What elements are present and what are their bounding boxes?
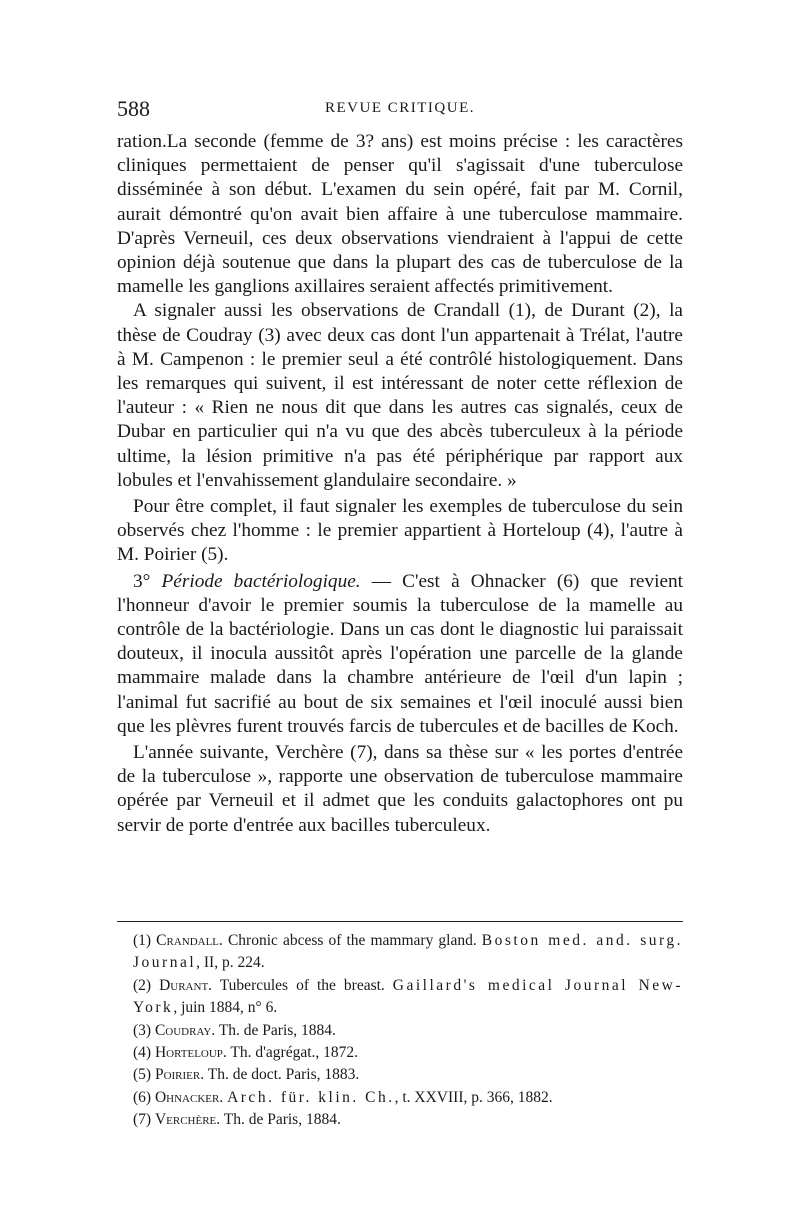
paragraph-3: Pour être complet, il faut signaler les exemples de tuberculose du sein observés chez l'homme : le premier appartient à Horteloup (4), l'autre à M. Poirier (5). — [117, 496, 683, 566]
footnote-number: (2) — [133, 976, 160, 994]
section-title: Période bactériologique. — [161, 570, 361, 592]
footnote-text: Th. de Paris, 1884. — [215, 1021, 336, 1039]
footnote-author: Poirier. — [154, 1066, 205, 1084]
footnote-number: (6) — [133, 1088, 155, 1106]
footnote-tail: , juin 1884, n° 6. — [173, 999, 278, 1017]
footnote-number: (7) — [133, 1111, 155, 1129]
footnote-tail: , t. XXVIII, p. 366, 1882. — [394, 1088, 553, 1106]
footnote-text: Chronic abcess of the mammary gland. — [222, 932, 482, 949]
footnote-number: (3) — [133, 1021, 155, 1039]
running-head: REVUE CRITIQUE. — [325, 100, 475, 116]
footnote-4 — [117, 1042, 683, 1064]
footnote-text: Th. de Paris, 1884. — [220, 1111, 341, 1129]
paragraph-4 — [117, 570, 683, 739]
footnote-author: Horteloup. — [154, 1044, 227, 1062]
footnote-author: Crandall. — [156, 932, 223, 949]
footnote-author: Coudray. — [154, 1021, 216, 1039]
footnote-author: Ohnacker. — [154, 1088, 224, 1106]
page-header — [117, 96, 683, 126]
footnote-text: Th. d'agrégat., 1872. — [226, 1044, 359, 1062]
footnote-divider — [117, 921, 683, 922]
paragraph-2: A signaler aussi les observations de Crandall (1), de Durant (2), la thèse de Coudray (3) avec deux cas dont l'un appartenait à Trélat, l'autre à M. Campenon : le premier seul a été contrôlé histologiquement. Dans les remarques qui suivent, il est intéressant de noter cette réflexion de l'auteur : « Rien ne nous dit que dans les autres cas signalés, ceux de Dubar en particulier qui n'a vu que des abcès tuberculeux à la période ultime, la lésion primitive n'a pas été périphérique par rapport aux lobules et l'envahissement glandulaire secondaire. » — [117, 300, 683, 491]
footnote-2 — [117, 975, 683, 1020]
footnote-7 — [117, 1109, 683, 1131]
footnote-author: Verchère. — [154, 1111, 221, 1129]
page-number: 588 — [117, 96, 150, 121]
footnote-text: Th. de doct. Paris, 1883. — [204, 1066, 360, 1084]
footnote-tail: , II, p. 224. — [196, 954, 265, 972]
footnotes — [117, 930, 683, 1132]
footnote-journal: Boston med. and. surg. Journal — [133, 932, 683, 972]
footnote-author: Durant. — [159, 976, 213, 994]
footnote-journal: Arch. für. klin. Ch. — [227, 1088, 395, 1106]
footnote-number: (1) — [133, 932, 157, 949]
footnote-6 — [117, 1087, 683, 1109]
footnote-5 — [117, 1064, 683, 1086]
footnote-3 — [117, 1020, 683, 1042]
paragraph-1: ration.La seconde (femme de 3? ans) est moins précise : les caractères cliniques permettaient de penser qu'il s'agissait d'une tuberculose disséminée à son début. L'examen du sein opéré, fait par M. Cornil, aurait démontré qu'on avait bien affaire à une tuberculose mammaire. D'après Verneuil, ces deux observations viendraient à l'appui de cette opinion déjà soutenue que dans la plupart des cas de tuberculose de la mamelle les ganglions axillaires seraient affectés primitivement. — [117, 131, 683, 298]
footnote-text: Tubercules of the breast. — [212, 976, 393, 994]
paragraph-5: L'année suivante, Verchère (7), dans sa thèse sur « les portes d'entrée de la tuberculose », rapporte une observation de tuberculose mammaire opérée par Verneuil et il admet que les conduits galactophores ont pu servir de porte d'entrée aux bacilles tuberculeux. — [117, 742, 683, 836]
footnote-number: (4) — [133, 1044, 155, 1062]
footnote-1 — [117, 930, 683, 975]
footnote-journal: Gaillard's medical Journal New-York — [133, 976, 684, 1017]
body-text — [117, 130, 683, 838]
section-number: 3° — [133, 570, 162, 592]
paragraph-4-text: — C'est à Ohnacker (6) que revient l'honneur d'avoir le premier soumis la tuberculose de la mamelle au contrôle de la bactériologie. Dans un cas dont le diagnostic lui paraissait douteux, il inocula aussitôt après l'opération une parcelle de la glande mammaire malade dans la chambre antérieure de l'œil d'un lapin ; l'animal fut sacrifié au bout de six semaines et l'œil inoculé aussi bien que les plèvres furent trouvés farcis de tubercules et de bacilles de Koch. — [117, 570, 683, 737]
footnote-number: (5) — [133, 1066, 155, 1084]
